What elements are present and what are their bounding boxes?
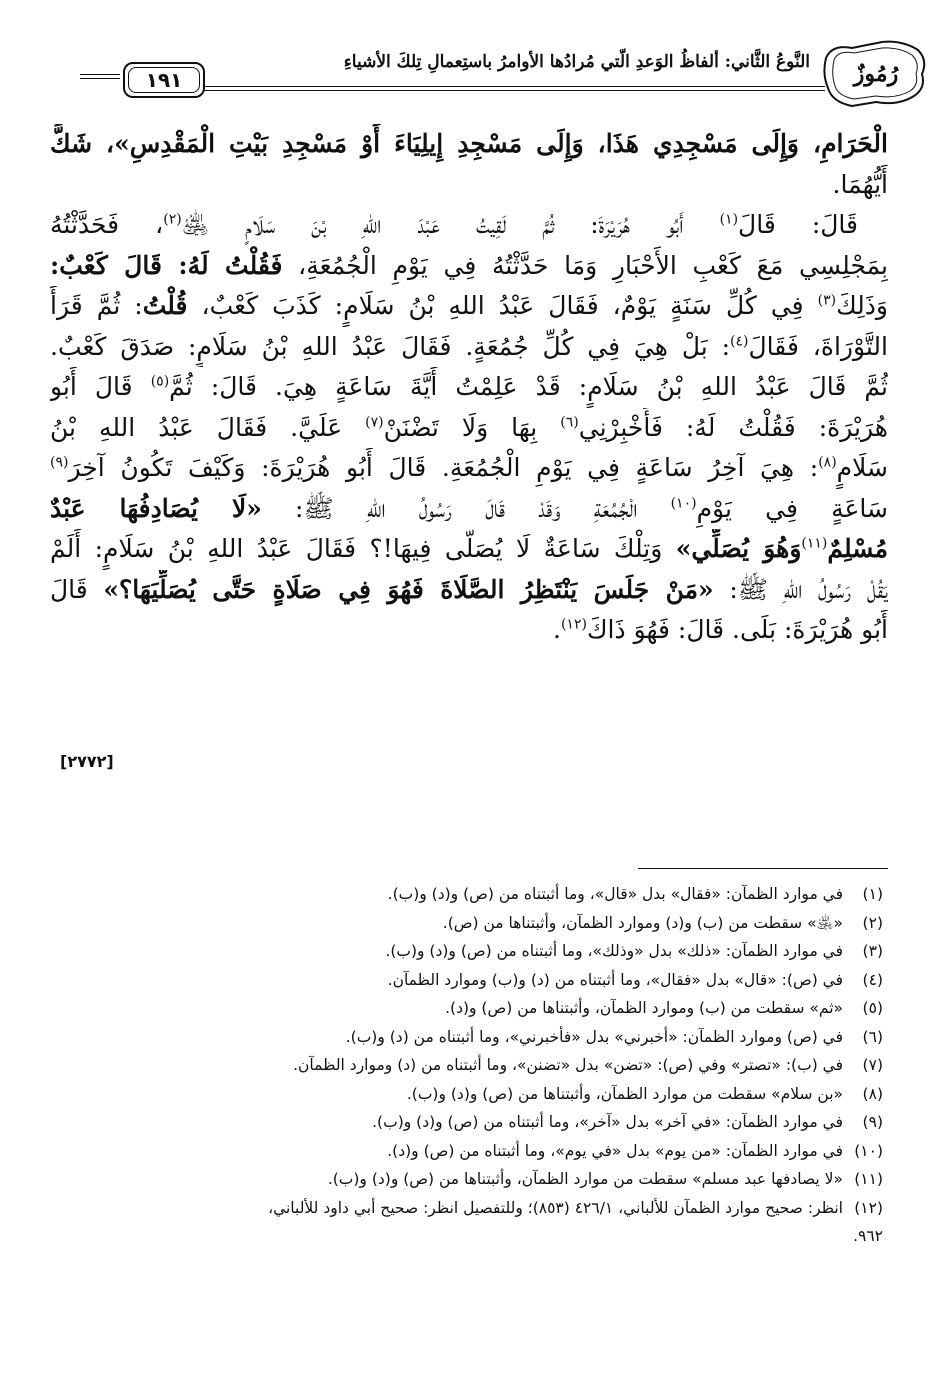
- footnote: (٥)«ثم» سقطت من (ب) وموارد الظمآن، وأثبتناها من (ص) و(د).: [445, 999, 883, 1017]
- page-number: [123, 62, 205, 98]
- body-line: قَالَ: قَالَ$^{(١)}$ أَبُو هُرَيْرَةَ: ثُمَّ لَقِيتُ عَبْدَ اللهِ بْنَ سَلَامٍ ﵁$^{(٢)}$، فَحَدَّثْتُهُ: [50, 210, 858, 239]
- footnote-ref: (٧): [365, 414, 384, 431]
- page-number-text: ١٩١: [145, 68, 183, 92]
- footnote: (١)في موارد الظمآن: «فقال» بدل «قال»، وما أثبتناه من (ص) و(د) و(ب).: [387, 885, 883, 903]
- header-left-rule: [80, 74, 120, 79]
- footnote: (٢)«﵁» سقطت من (ب) و(د) وموارد الظمآن، وأثبتناها من (ص).: [442, 913, 883, 932]
- footnote-ref: (١): [719, 211, 739, 228]
- body-line: بِمَجْلِسِي مَعَ كَعْبِ الأَحْبَارِ وَمَا حَدَّثْتُهُ فِي يَوْمِ الْجُمُعَةِ، فَقُلْتُ لَهُ: قَالَ كَعْبٌ:: [50, 250, 888, 280]
- body-line: ثُمَّ قَالَ عَبْدُ اللهِ بْنُ سَلَامٍ: قَدْ عَلِمْتُ أَيَّةَ سَاعَةٍ هِيَ. قَالَ: ثُمَّ$^{(٥)}$ قَالَ أَبُو: [50, 372, 888, 401]
- hadith-number: [٢٧٧٢]: [60, 752, 114, 771]
- footnote-ref: (٢): [163, 211, 182, 228]
- header-rule: [180, 86, 825, 91]
- page-header: [80, 38, 930, 108]
- emblem-ornament-icon: [822, 38, 930, 108]
- footnote: (١٢)انظر: صحيح موارد الظمآن للألباني، ٤٢٦/١ (٨٥٣)؛ وللتفصيل انظر: صحيح أبي داود للألباني،: [268, 1198, 883, 1217]
- body-line: وَذَلِكَ$^{(٣)}$ فِي كُلِّ سَنَةٍ يَوْمٌ، فَقَالَ عَبْدُ اللهِ بْنُ سَلَامٍ: كَذَبَ كَعْبٌ، قُلْتُ: ثُمَّ قَرَأَ: [50, 291, 888, 320]
- body-line: سَاعَةٍ فِي يَوْمِ$^{(١٠)}$ الْجُمُعَةِ وَقَدْ قَالَ رَسُولُ اللهِ ﷺ: «لَا يُصَادِفُهَا عَبْدٌ: [50, 493, 888, 523]
- footnote-ref: (٤): [730, 333, 749, 350]
- body-line: هُرَيْرَةَ: فَقُلْتُ لَهُ: فَأَخْبِرْنِي$^{(٦)}$ بِهَا وَلَا تَضْنَنْ$^{(٧)}$ عَلَيَّ. فَقَالَ عَبْدُ اللهِ بْنُ: [50, 412, 888, 442]
- footnote: (٧)في (ب): «تصتر» وفي (ص): «تضن» بدل «تضنن»، وما أثبتناه من (د) وموارد الظمآن.: [293, 1056, 883, 1074]
- footnote-ref: (٨): [818, 454, 837, 471]
- footnote-separator: [638, 868, 888, 869]
- running-header-title: النَّوعُ الثَّاني: ألفاظُ الوَعدِ الّتي مُرادُها الأوامرُ باستِعمالِ تِلكَ الأشياءِ: [343, 52, 810, 72]
- body-line: التَّوْرَاةَ، فَقَالَ$^{(٤)}$: بَلْ هِيَ فِي كُلِّ جُمُعَةٍ. فَقَالَ عَبْدُ اللهِ بْنُ سَلَامٍ: صَدَقَ كَعْبٌ.: [50, 331, 888, 361]
- footnote-ref: (٣): [817, 292, 837, 309]
- emblem-text: رُمُوزٌ: [853, 61, 899, 87]
- footnote-ref: (١١): [801, 535, 828, 552]
- main-text: [50, 124, 888, 651]
- footnote-ref: (١٢): [560, 616, 587, 633]
- footnote-ref: (٦): [560, 414, 579, 431]
- body-line: أَبُو هُرَيْرَةَ: بَلَى. قَالَ: فَهُوَ ذَاكَ$^{(١٢)}$.: [553, 615, 888, 644]
- footnote: (١٠)في موارد الظمآن: «من يوم» بدل «في يوم»، وما أثبتناه من (ص) و(د).: [387, 1141, 883, 1160]
- footnotes: [60, 880, 883, 1251]
- footnote: (٤)في (ص): «قال» بدل «فقال»، وما أثبتناه من (د) و(ب) وموارد الظمآن.: [387, 970, 883, 989]
- body-line: أَيُّهُمَا.: [832, 169, 888, 199]
- footnote-ref: (٥): [150, 373, 170, 390]
- footnote-continuation: ٩٦٢.: [853, 1227, 883, 1245]
- footnote: (٦)في (ص) وموارد الظمآن: «أخبرني» بدل «فأخبرني»، وما أثبتناه من (د) و(ب).: [345, 1027, 883, 1046]
- footnote-ref: (٩): [50, 454, 69, 471]
- footnote: (٣)في موارد الظمآن: «ذلك» بدل «وذلك»، وما أثبتناه من (ص) و(د) و(ب).: [385, 942, 883, 960]
- body-line: الْحَرَامِ، وَإِلَى مَسْجِدِي هَذَا، وَإِلَى مَسْجِدِ إِيلِيَاءَ أَوْ مَسْجِدِ بَيْتِ الْمَقْدِسِ»، شَكَّ: [50, 129, 888, 158]
- body-line: يَقُلْ رَسُولُ اللهِ ﷺ: «مَنْ جَلَسَ يَنْتَظِرُ الصَّلَاةَ فَهُوَ فِي صَلَاةٍ حَتَّى يُصَلِّيَهَا؟» قَالَ: [50, 574, 888, 604]
- section-emblem: [822, 38, 930, 108]
- footnote: (٨)«بن سلام» سقطت من موارد الظمآن، وأثبتناها من (ص) و(د) و(ب).: [406, 1084, 883, 1103]
- footnote: (٩)في موارد الظمآن: «في آخر» بدل «آخر»، وما أثبتناه من (ص) و(د) و(ب).: [372, 1113, 883, 1131]
- body-line: سَلَامٍ$^{(٨)}$: هِيَ آخِرُ سَاعَةٍ فِي يَوْمِ الْجُمُعَةِ. قَالَ أَبُو هُرَيْرَةَ: وَكَيْفَ تَكُونُ آخِرَ$^{(٩)}$: [50, 453, 888, 482]
- body-line: مُسْلِمٌ$^{(١١)}$وَهُوَ يُصَلِّي» وَتِلْكَ سَاعَةٌ لَا يُصَلَّى فِيهَا!؟ فَقَالَ عَبْدُ اللهِ بْنُ سَلَامٍ: أَلَمْ: [50, 534, 888, 563]
- footnote-ref: (١٠): [670, 495, 697, 512]
- footnote: (١١)«لا يصادفها عبد مسلم» سقطت من موارد الظمآن، وأثبتناها من (ص) و(د) و(ب).: [327, 1170, 883, 1188]
